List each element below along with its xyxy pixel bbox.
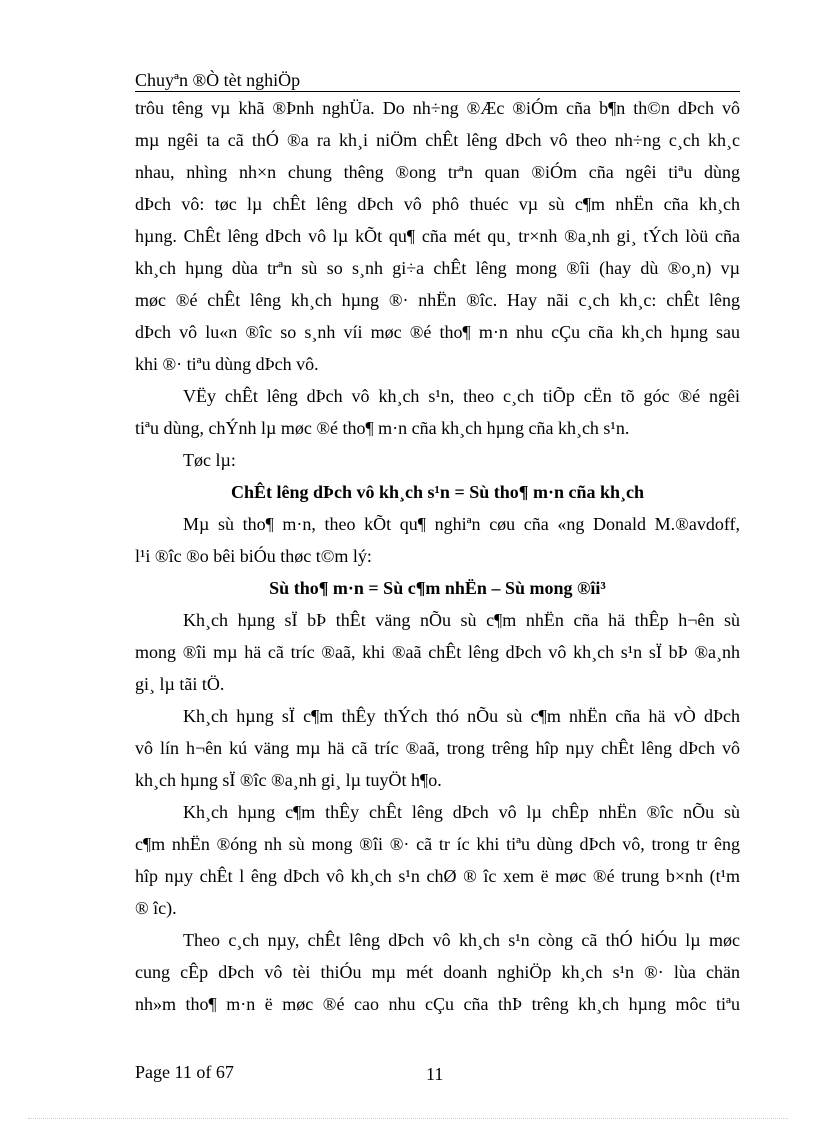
text-line: khi ®· tiªu dùng dÞch vô.	[135, 354, 319, 374]
text-line: mong ®îi mµ hä cã tríc ®aã, khi ®aã chÊt lêng dÞch vô kh¸ch s¹n sÏ bÞ ®a¸nh	[135, 642, 740, 662]
text-line: Mµ sù tho¶ m·n, theo kÕt qu¶ nghiªn cøu cña «ng Donald M.®avdoff,	[183, 514, 740, 534]
text-line: cung cÊp dÞch vô tèi thiÓu mµ mét doanh nghiÖp kh¸ch s¹n ®· lùa chän	[135, 962, 740, 982]
page-number: 11	[426, 1064, 444, 1084]
text-line: kh¸ch hµng dùa trªn sù so s¸nh gi÷a chÊt lêng mong ®îi (hay dù ®o¸n) vµ	[135, 258, 740, 278]
text-line: Theo c¸ch nµy, chÊt lêng dÞch vô kh¸ch s¹n còng cã thÓ hiÓu lµ møc	[183, 930, 740, 950]
text-line: hµng. ChÊt lêng dÞch vô lµ kÕt qu¶ cña mét qu¸ tr×nh ®a¸nh gi¸ tÝch lòü cña	[135, 226, 740, 246]
text-line: møc ®é chÊt lêng kh¸ch hµng ®· nhËn ®îc. Hay nãi c¸ch kh¸c: chÊt lêng	[135, 290, 740, 310]
text-line: nhau, nhìng nh×n chung thêng ®ong trªn quan ®iÓm cña ngêi tiªu dùng	[135, 162, 740, 182]
text-line: Kh¸ch hµng c¶m thÊy chÊt lêng dÞch vô lµ chÊp nhËn ®îc nÕu sù	[183, 802, 740, 822]
text-line: tiªu dùng, chÝnh lµ møc ®é tho¶ m·n cña kh¸ch hµng cña kh¸ch s¹n.	[135, 418, 630, 438]
page-counter: Page 11 of 67	[135, 1062, 234, 1082]
text-line: mµ ngêi ta cã thÓ ®a ra kh¸i niÖm chÊt lêng dÞch vô theo nh÷ng c¸ch kh¸c	[135, 130, 740, 150]
running-header: Chuyªn ®Ò tèt nghiÖp	[135, 70, 740, 92]
text-line: hîp nµy chÊt l êng dÞch vô kh¸ch s¹n chØ ® îc xem ë møc ®é trung b×nh (t¹m	[135, 866, 740, 886]
body-text	[135, 92, 740, 1020]
text-line: dÞch vô lu«n ®îc so s¸nh víi møc ®é tho¶ m·n nhu cÇu cña kh¸ch hµng sau	[135, 322, 740, 342]
text-line: ChÊt lêng dÞch vô kh¸ch s¹n = Sù tho¶ m·n cña kh¸ch	[231, 482, 644, 502]
text-line: Kh¸ch hµng sÏ c¶m thÊy thÝch thó nÕu sù c¶m nhËn cña hä vÒ dÞch	[183, 706, 740, 726]
text-line: nh»m tho¶ m·n ë møc ®é cao nhu cÇu cña thÞ trêng kh¸ch hµng môc tiªu	[135, 994, 740, 1014]
text-line: c¶m nhËn ®óng nh sù mong ®îi ®· cã tr íc khi tiªu dùng dÞch vô, trong tr êng	[135, 834, 740, 854]
text-line: Sù tho¶ m·n = Sù c¶m nhËn – Sù mong ®îi³	[269, 578, 606, 598]
text-line: Tøc lµ:	[183, 450, 236, 470]
page-bottom-divider	[28, 1118, 788, 1119]
text-line: ® îc).	[135, 898, 177, 918]
text-line: kh¸ch hµng sÏ ®îc ®a¸nh gi¸ lµ tuyÖt h¶o.	[135, 770, 442, 790]
text-line: VËy chÊt lêng dÞch vô kh¸ch s¹n, theo c¸ch tiÕp cËn tõ góc ®é ngêi	[183, 386, 740, 406]
text-line: gi¸ lµ tãi tÖ.	[135, 674, 225, 694]
text-line: Kh¸ch hµng sÏ bÞ thÊt väng nÕu sù c¶m nhËn cña hä thÊp h¬ên sù	[183, 610, 740, 630]
text-line: trôu têng vµ khã ®Þnh nghÜa. Do nh÷ng ®Æc ®iÓm cña b¶n th©n dÞch vô	[135, 98, 740, 118]
text-line: l¹i ®îc ®o bêi biÓu thøc t©m lý:	[135, 546, 372, 566]
text-line: vô lín h¬ên kú väng mµ hä cã tríc ®aã, trong trêng hîp nµy chÊt lêng dÞch vô	[135, 738, 740, 758]
text-line: dÞch vô: tøc lµ chÊt lêng dÞch vô phô thuéc vµ sù c¶m nhËn cña kh¸ch	[135, 194, 740, 214]
